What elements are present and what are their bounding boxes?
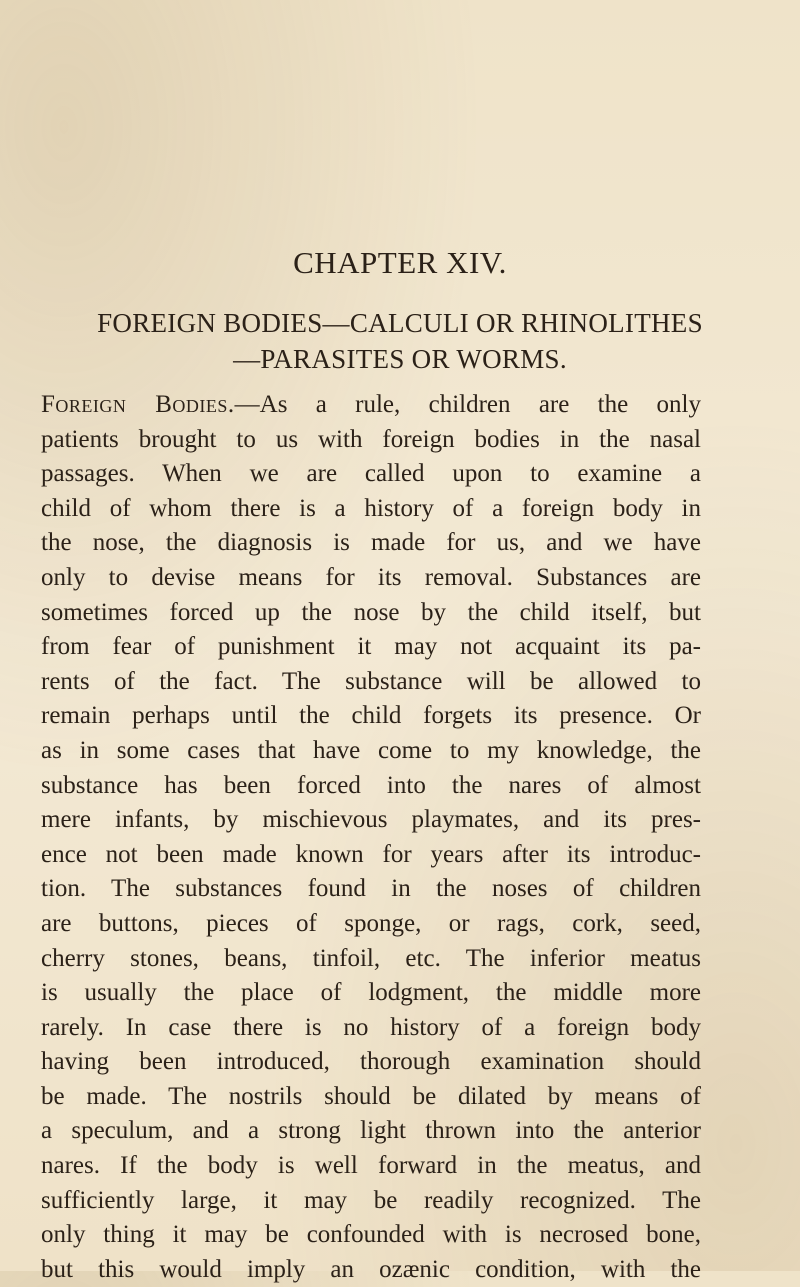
- section-label: Foreign Bodies.: [41, 391, 235, 418]
- paragraph-first-line: [41, 388, 701, 423]
- chapter-title-line-2: —PARASITES OR WORMS.: [233, 344, 567, 374]
- text-line: rarely. In case there is no history of a foreign body: [41, 1013, 701, 1041]
- text-line: as in some cases that have come to my knowledge, the: [41, 736, 701, 764]
- text-line: rents of the fact. The substance will be allowed to: [41, 667, 701, 695]
- first-line-text: —As a rule, children are the only: [234, 391, 701, 418]
- chapter-title-line-1: FOREIGN BODIES—CALCULI OR RHINOLITHES: [97, 308, 703, 338]
- text-line: but this would imply an ozænic condition, with the: [41, 1255, 701, 1283]
- text-line: be made. The nostrils should be dilated by means of: [41, 1082, 701, 1110]
- text-line: from fear of punishment it may not acquaint its pa-: [41, 633, 701, 661]
- text-line: cherry stones, beans, tinfoil, etc. The inferior meatus: [41, 944, 701, 972]
- text-line: is usually the place of lodgment, the middle more: [41, 979, 701, 1007]
- text-line: sufficiently large, it may be readily recognized. The: [41, 1186, 701, 1214]
- text-line: having been introduced, thorough examination should: [41, 1048, 701, 1076]
- text-line: substance has been forced into the nares of almost: [41, 771, 701, 799]
- body-text: [41, 388, 701, 1287]
- text-line: mere infants, by mischievous playmates, and its pres-: [41, 806, 701, 834]
- text-line: only to devise means for its removal. Substances are: [41, 563, 701, 591]
- text-line: patients brought to us with foreign bodies in the nasal: [41, 425, 701, 453]
- text-line: ence not been made known for years after its introduc-: [41, 840, 701, 868]
- text-line: tion. The substances found in the noses of children: [41, 875, 701, 903]
- chapter-title: [40, 305, 760, 377]
- text-line: passages. When we are called upon to examine a: [41, 460, 701, 488]
- text-line: are buttons, pieces of sponge, or rags, cork, seed,: [41, 909, 701, 937]
- chapter-heading: CHAPTER XIV.: [293, 245, 507, 280]
- text-line: a speculum, and a strong light thrown into the anterior: [41, 1117, 701, 1145]
- text-line: sometimes forced up the nose by the child itself, but: [41, 598, 701, 626]
- text-line: remain perhaps until the child forgets its presence. Or: [41, 702, 701, 730]
- text-line: child of whom there is a history of a foreign body in: [41, 494, 701, 522]
- text-line: the nose, the diagnosis is made for us, and we have: [41, 529, 701, 557]
- text-line: only thing it may be confounded with is necrosed bone,: [41, 1221, 701, 1249]
- text-line: nares. If the body is well forward in the meatus, and: [41, 1152, 701, 1180]
